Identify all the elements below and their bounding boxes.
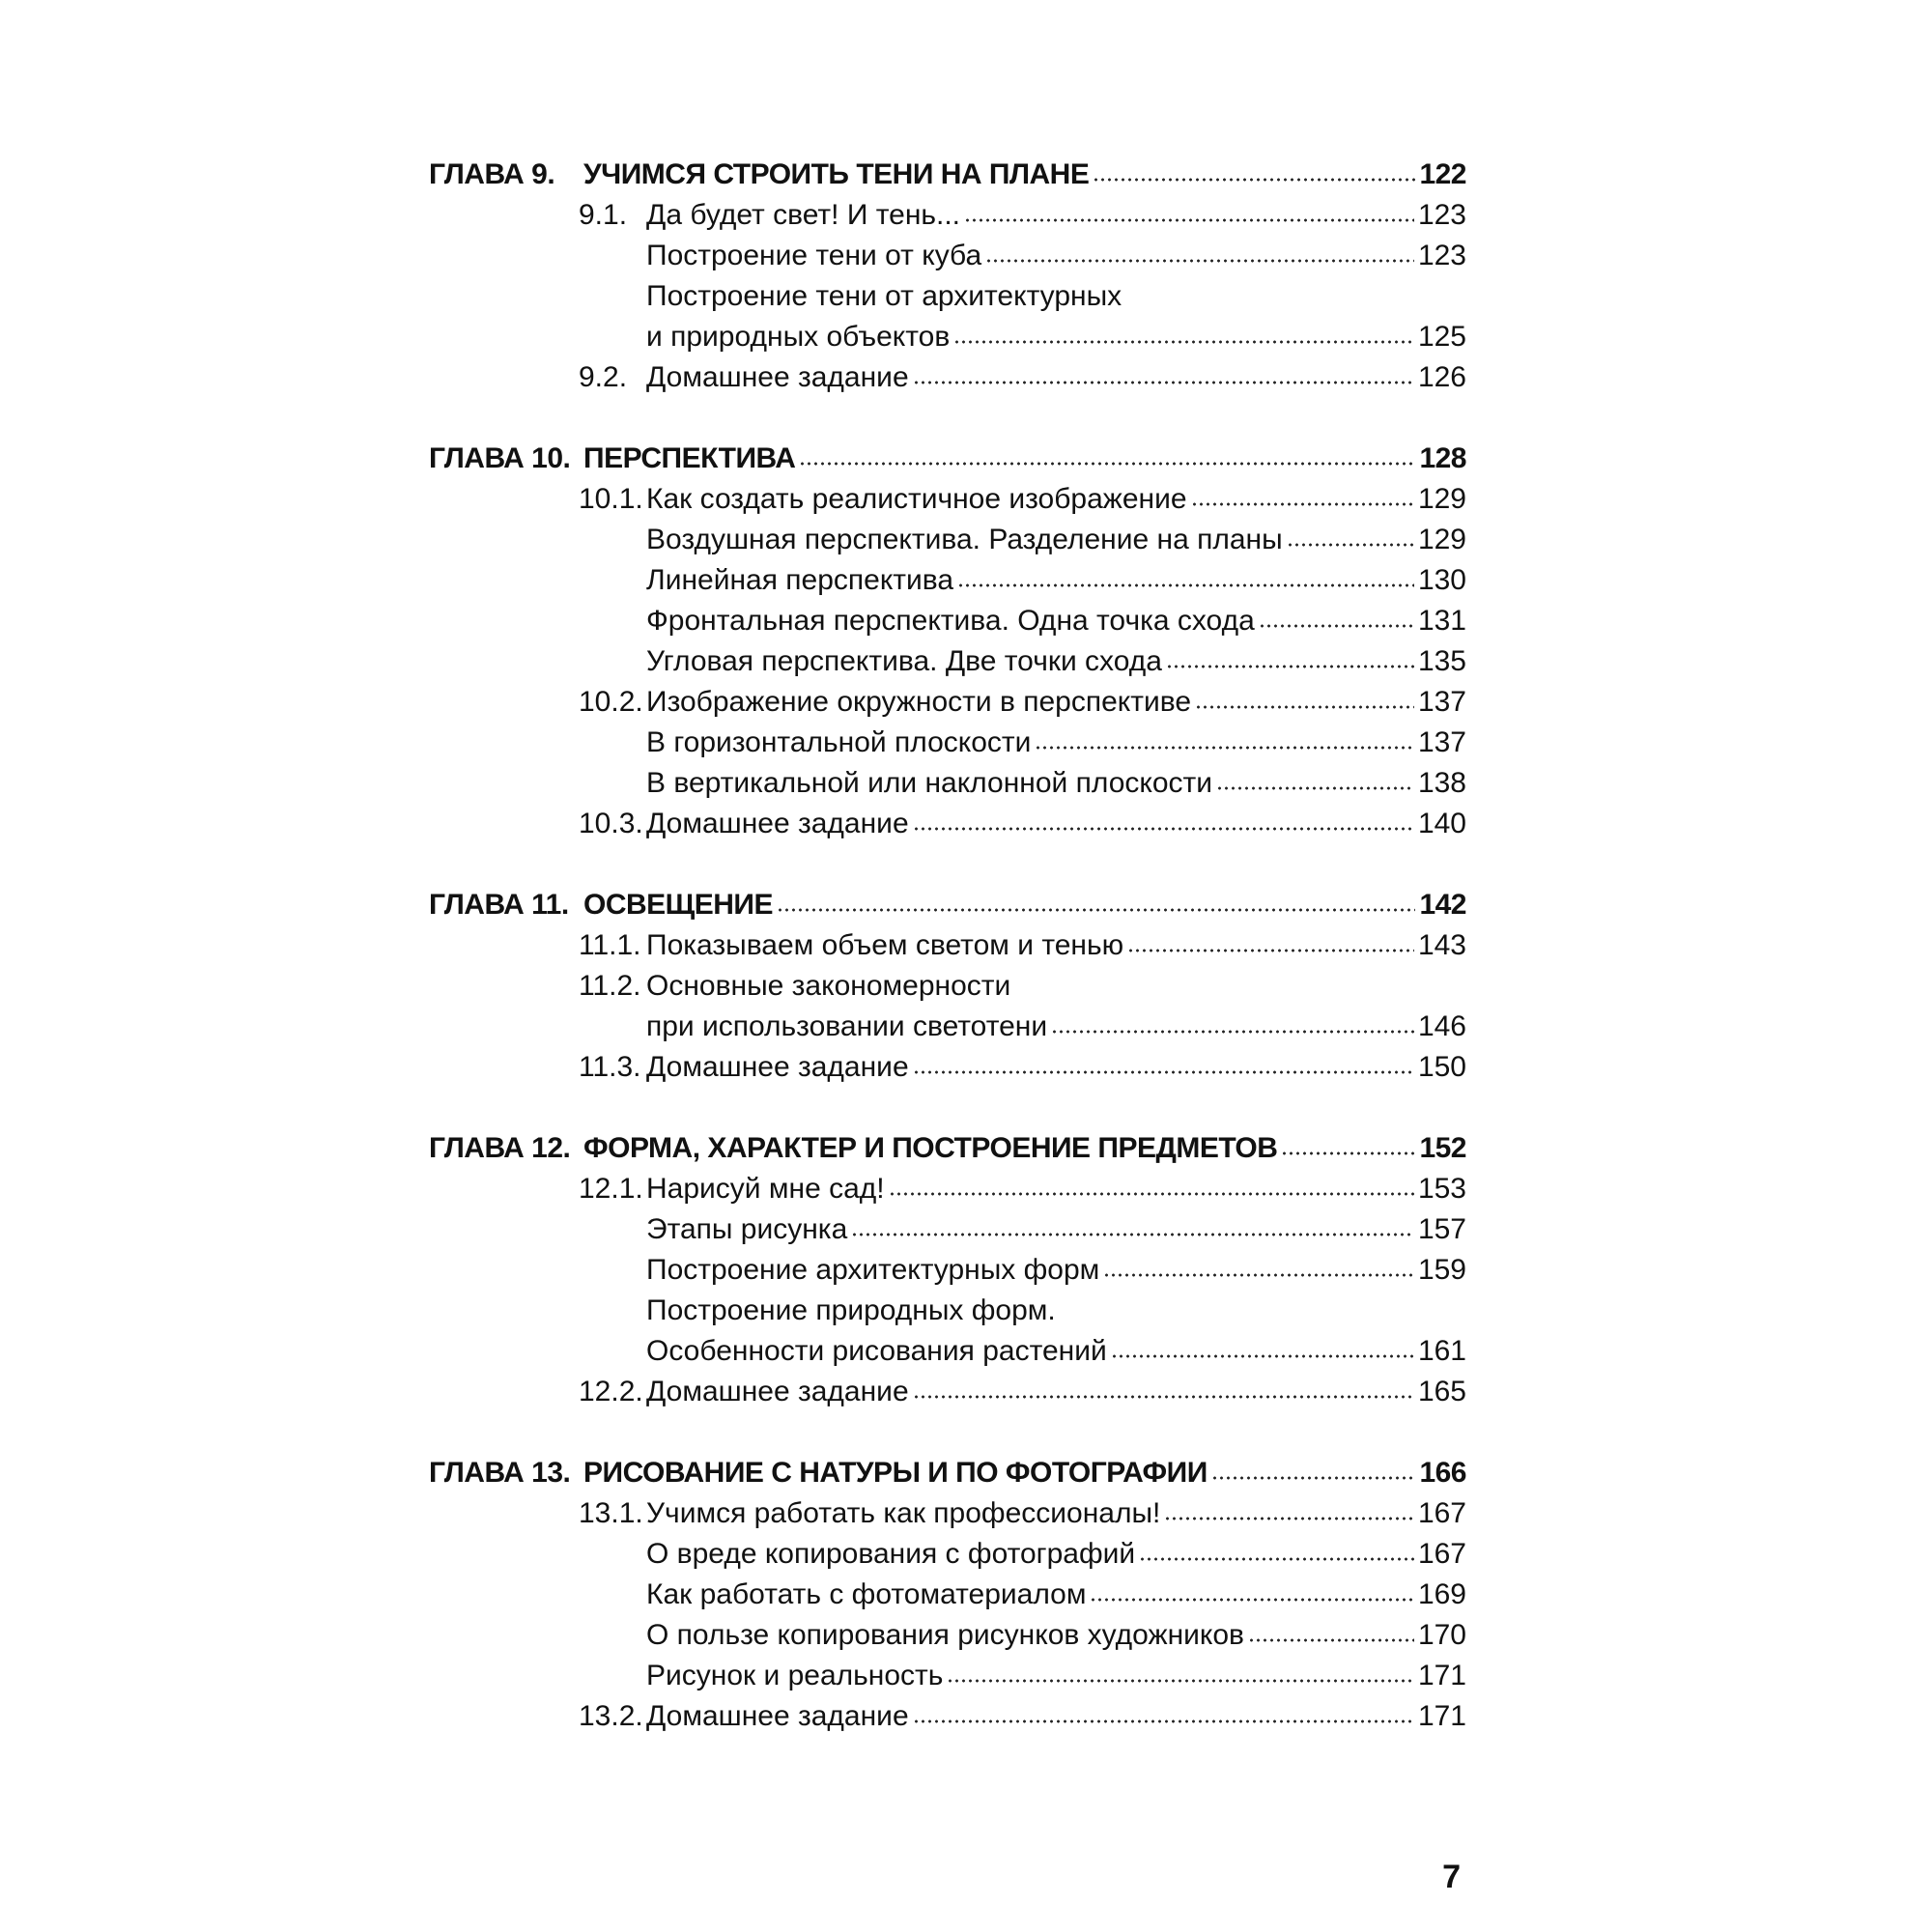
entry-page: 137 — [1417, 686, 1466, 718]
dot-leader — [913, 825, 1414, 833]
toc-entry[interactable] — [429, 520, 1466, 560]
entry-page: 159 — [1417, 1254, 1466, 1286]
section-number: 11.2. — [579, 970, 641, 1002]
toc-entry[interactable] — [429, 317, 1466, 357]
chapter-heading[interactable] — [429, 155, 1466, 195]
toc-entry[interactable] — [429, 560, 1466, 601]
chapter-page: 152 — [1419, 1132, 1466, 1164]
section-number: 13.1. — [579, 1497, 643, 1529]
toc-entry[interactable] — [429, 966, 1466, 1007]
dot-leader — [851, 1231, 1414, 1238]
entry-page: 146 — [1417, 1010, 1466, 1042]
dot-leader — [913, 1068, 1414, 1076]
chapter-title: УЧИМСЯ СТРОИТЬ ТЕНИ НА ПЛАНЕ — [583, 158, 1090, 190]
chapter-heading[interactable] — [429, 1128, 1466, 1169]
entry-page: 140 — [1417, 808, 1466, 839]
dot-leader — [1127, 947, 1414, 954]
dot-leader — [889, 1190, 1414, 1198]
toc-entry[interactable] — [429, 195, 1466, 236]
section-number: 12.2. — [579, 1376, 643, 1407]
section-number: 12.1. — [579, 1173, 643, 1205]
dot-leader — [1164, 1515, 1414, 1522]
dot-leader — [953, 338, 1414, 346]
section-number: 11.1. — [579, 929, 641, 961]
dot-leader — [1111, 1352, 1414, 1360]
toc-entry[interactable] — [429, 682, 1466, 723]
toc-entry[interactable] — [429, 723, 1466, 763]
entry-title: при использовании светотени — [646, 1010, 1048, 1042]
entry-page: 150 — [1417, 1051, 1466, 1083]
dot-leader — [1281, 1150, 1415, 1157]
toc-entry[interactable] — [429, 1291, 1466, 1331]
chapter-title: ОСВЕЩЕНИЕ — [583, 889, 773, 921]
dot-leader — [1103, 1271, 1414, 1279]
toc-entry[interactable] — [429, 479, 1466, 520]
toc-entry[interactable] — [429, 1372, 1466, 1412]
entry-page: 170 — [1417, 1619, 1466, 1651]
toc-entry[interactable] — [429, 236, 1466, 276]
section-number: 13.2. — [579, 1700, 643, 1732]
toc-entry[interactable] — [429, 1047, 1466, 1088]
toc-entry[interactable] — [429, 1656, 1466, 1696]
entry-title: В горизонтальной плоскости — [646, 726, 1032, 758]
section-number: 9.1. — [579, 199, 628, 231]
entry-page: 123 — [1417, 199, 1466, 231]
entry-page: 123 — [1417, 240, 1466, 271]
toc-entry[interactable] — [429, 804, 1466, 844]
entry-title: Построение природных форм. — [646, 1294, 1056, 1326]
dot-leader — [985, 257, 1414, 265]
entry-title: и природных объектов — [646, 321, 951, 353]
toc-entry[interactable] — [429, 357, 1466, 398]
chapter-heading[interactable] — [429, 439, 1466, 479]
chapter-title: ФОРМА, ХАРАКТЕР И ПОСТРОЕНИЕ ПРЕДМЕТОВ — [583, 1132, 1278, 1164]
entry-page: 129 — [1417, 524, 1466, 555]
entry-page: 165 — [1417, 1376, 1466, 1407]
dot-leader — [1259, 622, 1414, 630]
entry-title: Основные закономерности — [646, 970, 1011, 1002]
chapter-label: ГЛАВА 11. — [429, 889, 569, 921]
entry-title: О вреде копирования с фотографий — [646, 1538, 1136, 1570]
entry-title: Фронтальная перспектива. Одна точка схода — [646, 605, 1255, 637]
chapter-13 — [429, 1453, 1466, 1737]
chapter-page: 122 — [1419, 158, 1466, 190]
chapter-11 — [429, 885, 1466, 1088]
dot-leader — [1195, 703, 1414, 711]
entry-page: 129 — [1417, 483, 1466, 515]
entry-title: Особенности рисования растений — [646, 1335, 1107, 1367]
entry-page: 135 — [1417, 645, 1466, 677]
chapter-label: ГЛАВА 10. — [429, 442, 571, 474]
entry-title: Нарисуй мне сад! — [646, 1173, 885, 1205]
dot-leader — [913, 1393, 1414, 1401]
dot-leader — [1166, 663, 1414, 670]
chapter-12 — [429, 1128, 1466, 1412]
section-number: 10.1. — [579, 483, 643, 515]
dot-leader — [1287, 541, 1414, 549]
entry-title: В вертикальной или наклонной плоскости — [646, 767, 1213, 799]
entry-title: Учимся работать как профессионалы! — [646, 1497, 1161, 1529]
entry-page: 167 — [1417, 1538, 1466, 1570]
toc-entry[interactable] — [429, 1007, 1466, 1047]
chapter-9 — [429, 155, 1466, 398]
toc-entry[interactable] — [429, 1169, 1466, 1209]
entry-page: 153 — [1417, 1173, 1466, 1205]
entry-title: Этапы рисунка — [646, 1213, 848, 1245]
chapter-10 — [429, 439, 1466, 844]
entry-page: 171 — [1417, 1660, 1466, 1691]
entry-title: Рисунок и реальность — [646, 1660, 944, 1691]
entry-title: Домашнее задание — [646, 808, 909, 839]
entry-page: 167 — [1417, 1497, 1466, 1529]
entry-page: 130 — [1417, 564, 1466, 596]
section-number: 9.2. — [579, 361, 628, 393]
entry-page: 131 — [1417, 605, 1466, 637]
dot-leader — [1139, 1555, 1414, 1563]
page-number: 7 — [1442, 1859, 1461, 1895]
toc-entry[interactable] — [429, 1534, 1466, 1575]
entry-page: 125 — [1417, 321, 1466, 353]
dot-leader — [777, 906, 1415, 914]
dot-leader — [1090, 1596, 1413, 1604]
entry-title: Домашнее задание — [646, 1051, 909, 1083]
toc-entry[interactable] — [429, 1209, 1466, 1250]
dot-leader — [1093, 176, 1415, 184]
entry-page: 171 — [1417, 1700, 1466, 1732]
entry-title: Построение архитектурных форм — [646, 1254, 1100, 1286]
entry-title: Как работать с фотоматериалом — [646, 1578, 1087, 1610]
chapter-heading[interactable] — [429, 1453, 1466, 1493]
entry-title: Воздушная перспектива. Разделение на планы — [646, 524, 1283, 555]
dot-leader — [799, 460, 1415, 468]
entry-page: 161 — [1417, 1335, 1466, 1367]
entry-page: 137 — [1417, 726, 1466, 758]
entry-page: 169 — [1417, 1578, 1466, 1610]
entry-title: Построение тени от куба — [646, 240, 982, 271]
chapter-page: 128 — [1419, 442, 1466, 474]
entry-title: О пользе копирования рисунков художников — [646, 1619, 1244, 1651]
section-number: 10.3. — [579, 808, 643, 839]
entry-page: 138 — [1417, 767, 1466, 799]
entry-title: Угловая перспектива. Две точки схода — [646, 645, 1162, 677]
chapter-page: 166 — [1419, 1457, 1466, 1489]
entry-title: Показываем объем светом и тенью — [646, 929, 1124, 961]
entry-title: Домашнее задание — [646, 1700, 909, 1732]
dot-leader — [1248, 1636, 1414, 1644]
dot-leader — [947, 1677, 1414, 1685]
entry-page: 143 — [1417, 929, 1466, 961]
chapter-title: РИСОВАНИЕ С НАТУРЫ И ПО ФОТОГРАФИИ — [583, 1457, 1208, 1489]
dot-leader — [1191, 500, 1414, 508]
dot-leader — [913, 1718, 1414, 1725]
chapter-label: ГЛАВА 12. — [429, 1132, 571, 1164]
dot-leader — [913, 379, 1414, 386]
entry-title: Линейная перспектива — [646, 564, 954, 596]
table-of-contents — [429, 155, 1466, 1777]
chapter-heading[interactable] — [429, 885, 1466, 925]
entry-title: Да будет свет! И тень... — [646, 199, 961, 231]
chapter-title: ПЕРСПЕКТИВА — [583, 442, 796, 474]
toc-entry[interactable] — [429, 1575, 1466, 1615]
entry-page: 157 — [1417, 1213, 1466, 1245]
dot-leader — [957, 582, 1414, 589]
dot-leader — [1211, 1474, 1416, 1482]
entry-title: Домашнее задание — [646, 361, 909, 393]
section-number: 11.3. — [579, 1051, 641, 1083]
chapter-label: ГЛАВА 9. — [429, 158, 555, 190]
toc-entry[interactable] — [429, 1250, 1466, 1291]
section-number: 10.2. — [579, 686, 643, 718]
toc-entry[interactable] — [429, 1696, 1466, 1737]
toc-entry[interactable] — [429, 601, 1466, 641]
entry-title: Домашнее задание — [646, 1376, 909, 1407]
toc-entry[interactable] — [429, 925, 1466, 966]
chapter-page: 142 — [1419, 889, 1466, 921]
dot-leader — [1216, 784, 1414, 792]
toc-entry[interactable] — [429, 1493, 1466, 1534]
entry-title: Изображение окружности в перспективе — [646, 686, 1192, 718]
toc-entry[interactable] — [429, 1331, 1466, 1372]
toc-entry[interactable] — [429, 276, 1466, 317]
toc-entry[interactable] — [429, 1615, 1466, 1656]
dot-leader — [1035, 744, 1414, 752]
entry-title: Как создать реалистичное изображение — [646, 483, 1187, 515]
entry-page: 126 — [1417, 361, 1466, 393]
dot-leader — [1051, 1028, 1414, 1036]
dot-leader — [964, 216, 1414, 224]
entry-title: Построение тени от архитектурных — [646, 280, 1122, 312]
toc-entry[interactable] — [429, 763, 1466, 804]
toc-entry[interactable] — [429, 641, 1466, 682]
chapter-label: ГЛАВА 13. — [429, 1457, 571, 1489]
